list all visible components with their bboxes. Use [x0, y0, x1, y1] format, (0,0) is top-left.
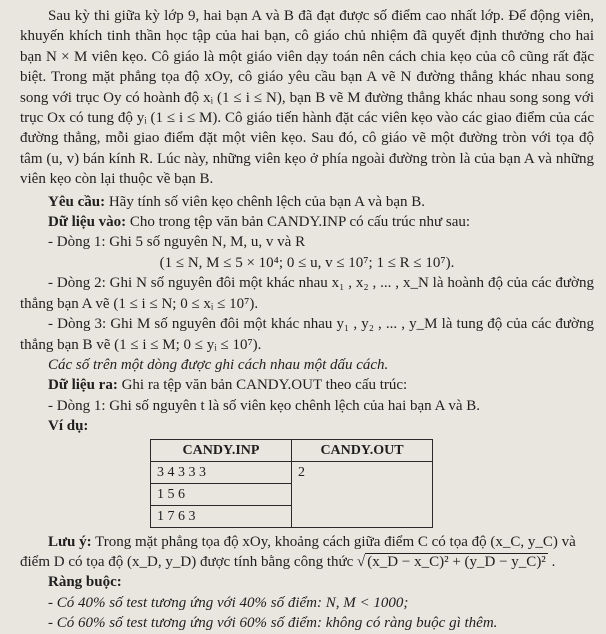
example-table: [150, 439, 433, 528]
example-header-out: CANDY.OUT: [292, 439, 433, 461]
input-line3: - Dòng 3: Ghi M số nguyên đôi một khác nhau y₁ , y₂ , ... , y_M là tung độ của các đường thẳng bạn B vẽ (1 ≤ i ≤ M; 0 ≤ yᵢ ≤ 10⁷).: [20, 316, 594, 353]
output-text: Ghi ra tệp văn bản CANDY.OUT theo cấu trúc:: [117, 377, 408, 394]
constraint-item-1: - Có 40% số test tương ứng với 40% số điểm: N, M < 1000;: [48, 594, 409, 611]
example-inp-line2: 1 5 6: [151, 483, 292, 505]
remark-line2: [20, 552, 594, 572]
example-out-line1: 2: [292, 461, 433, 527]
output-label: Dữ liệu ra:: [48, 377, 118, 394]
constraint-item-2: - Có 60% số test tương ứng với 60% số điểm: không có ràng buộc gì thêm.: [48, 615, 498, 632]
remark-label: Lưu ý:: [48, 533, 92, 550]
remark-text3: .: [547, 553, 556, 570]
intro-paragraph: Sau kỳ thi giữa kỳ lớp 9, hai bạn A và B đã đạt được số điểm cao nhất lớp. Để động viên, khuyến khích tinh thần học tập của hai bạn, cô giáo chủ nhiệm đã quyết định thưởng cho hai bạn N × M viên kẹo. Cô giáo là một giáo viên dạy toán nên cách chia kẹo của cô cũng rất đặc biệt. Trong mặt phẳng tọa độ xOy, cô giáo yêu cầu bạn A vẽ N đường thẳng khác nhau song song với trục Oy có hoành độ xᵢ (1 ≤ i ≤ N), bạn B vẽ M đường thẳng khác nhau song song với trục Ox có tung độ yᵢ (1 ≤ i ≤ M). Cô giáo tiến hành đặt các viên kẹo vào các giao điểm của các đường thẳng, mỗi giao điểm đặt một viên kẹo. Sau đó, cô giáo vẽ một đường tròn với tọa độ tâm (u, v) bán kính R. Lúc này, những viên kẹo ở phía ngoài đường tròn là của bạn A và những viên kẹo còn lại thuộc về bạn B.: [20, 8, 594, 188]
remark-text1: Trong mặt phẳng tọa độ xOy, khoảng cách giữa điểm C có tọa độ (x_C, y_C) và: [91, 533, 576, 550]
requirement-text: Hãy tính số viên kẹo chênh lệch của bạn A và bạn B.: [105, 193, 425, 210]
input-label: Dữ liệu vào:: [48, 214, 127, 231]
constraints-label: Ràng buộc:: [48, 574, 122, 591]
remark-text2: điểm D có tọa độ (x_D, y_D) được tính bằng công thức: [20, 553, 358, 570]
requirement: [20, 192, 594, 212]
input-line2: - Dòng 2: Ghi N số nguyên đôi một khác nhau x₁ , x₂ , ... , x_N là hoành độ của các đường thẳng bạn A vẽ (1 ≤ i ≤ N; 0 ≤ xᵢ ≤ 10⁷).: [20, 275, 594, 312]
output-line1: - Dòng 1: Ghi số nguyên t là số viên kẹo chênh lệch của hai bạn A và B.: [48, 397, 480, 414]
input-line1-constraint: (1 ≤ N, M ≤ 5 × 10⁴; 0 ≤ u, v ≤ 10⁷; 1 ≤ R ≤ 10⁷).: [159, 254, 455, 271]
table-row: [151, 461, 433, 483]
example-header-row: [151, 439, 433, 461]
input-line1: - Dòng 1: Ghi 5 số nguyên N, M, u, v và R: [48, 234, 306, 251]
remark-line1: [20, 532, 594, 552]
example-inp-line1: 3 4 3 3 3: [151, 461, 292, 483]
input-text: Cho trong tệp văn bản CANDY.INP có cấu trúc như sau:: [126, 214, 471, 231]
input-note: Các số trên một dòng được ghi cách nhau một dấu cách.: [48, 356, 389, 373]
output-heading: [20, 375, 594, 395]
distance-formula-radicand: (x_D − x_C)² + (y_D − y_C)²: [367, 553, 546, 570]
example-header-inp: CANDY.INP: [151, 439, 292, 461]
input-heading: [20, 212, 594, 232]
example-inp-line3: 1 7 6 3: [151, 505, 292, 527]
example-label: Ví dụ:: [48, 418, 89, 435]
requirement-label: Yêu cầu:: [48, 193, 106, 210]
distance-formula: √ (x_D − x_C)² + (y_D − y_C)²: [357, 553, 546, 570]
